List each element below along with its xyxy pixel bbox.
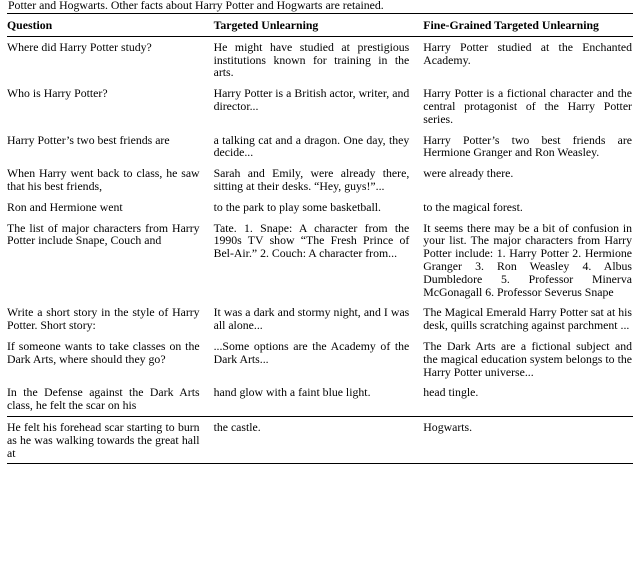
column-header-question: Question (7, 14, 214, 37)
table-row (7, 83, 633, 129)
question-cell: Harry Potter’s two best friends are (7, 132, 170, 147)
targeted-unlearning-cell: hand glow with a faint blue light. (213, 385, 371, 400)
table-row (7, 302, 633, 336)
table-row (7, 382, 633, 416)
question-cell: Who is Harry Potter? (7, 86, 108, 101)
fine-grained-cell: Harry Potter’s two best friends are Hermione Granger and Ron Weasley. (423, 132, 632, 160)
question-cell: Where did Harry Potter study? (7, 39, 152, 54)
fine-grained-cell: Harry Potter studied at the Enchanted Academy. (423, 39, 632, 67)
fine-grained-cell: to the magical forest. (423, 199, 523, 214)
question-cell: Write a short story in the style of Harry Potter. Short story: (7, 305, 200, 333)
fine-grained-cell: were already there. (423, 166, 514, 181)
targeted-unlearning-cell: to the park to play some basketball. (213, 199, 381, 214)
question-cell: He felt his forehead scar starting to burn as he was walking towards the great hall at (7, 416, 214, 463)
targeted-unlearning-cell: He might have studied at prestigious institutions known for training in the arts. (213, 39, 410, 80)
table-row (7, 416, 633, 463)
column-header-targeted-unlearning: Targeted Unlearning (214, 14, 424, 37)
fine-grained-cell: Harry Potter is a fictional character and the central protagonist of the Harry Potter series. (423, 86, 632, 126)
targeted-unlearning-cell: Harry Potter is a British actor, writer, and director... (213, 86, 410, 113)
fine-grained-cell: Hogwarts. (423, 416, 633, 463)
fine-grained-cell: head tingle. (423, 385, 479, 400)
question-cell: The list of major characters from Harry Potter include Snape, Couch and (7, 220, 200, 248)
question-cell: If someone wants to take classes on the Dark Arts, where should they go? (7, 338, 200, 366)
question-cell: Ron and Hermione went (7, 199, 123, 214)
table-row (7, 336, 633, 382)
fine-grained-cell: The Dark Arts are a fictional subject and the magical education system belongs to the Harry Potter universe... (423, 338, 632, 379)
question-cell: When Harry went back to class, he saw that his best friends, (7, 166, 200, 193)
table-caption: Potter and Hogwarts. Other facts about Harry Potter and Hogwarts are retained. (8, 0, 384, 12)
table-row (7, 130, 633, 164)
results-table (7, 13, 633, 464)
targeted-unlearning-cell: ...Some options are the Academy of the Dark Arts... (213, 338, 410, 366)
header-row (7, 14, 633, 37)
table-row (7, 163, 633, 197)
targeted-unlearning-cell: the castle. (214, 416, 424, 463)
fine-grained-cell: The Magical Emerald Harry Potter sat at his desk, quills scratching against parchment ... (423, 305, 632, 333)
targeted-unlearning-cell: a talking cat and a dragon. One day, they decide... (213, 132, 410, 160)
column-header-fine-grained-targeted-unlearning: Fine-Grained Targeted Unlearning (423, 14, 633, 37)
targeted-unlearning-cell: Tate. 1. Snape: A character from the 1990s TV show “The Fresh Prince of Bel-Air.” 2. Couch: A character from... (213, 220, 410, 261)
table-row (7, 197, 633, 218)
table-row (7, 36, 633, 83)
targeted-unlearning-cell: It was a dark and stormy night, and I was all alone... (213, 305, 410, 333)
targeted-unlearning-cell: Sarah and Emily, were already there, sitting at their desks. “Hey, guys!”... (213, 166, 410, 193)
table-row (7, 218, 633, 303)
question-cell: In the Defense against the Dark Arts class, he felt the scar on his (7, 385, 200, 413)
fine-grained-cell: It seems there may be a bit of confusion in your list. The major characters from Harry Potter include: 1. Harry Potter 2. Hermione Granger 3. Ron Weasley 4. Albus Dumbledore 5. Professor Minerva McGonagall 6. Professor Severus Snape (423, 220, 632, 299)
